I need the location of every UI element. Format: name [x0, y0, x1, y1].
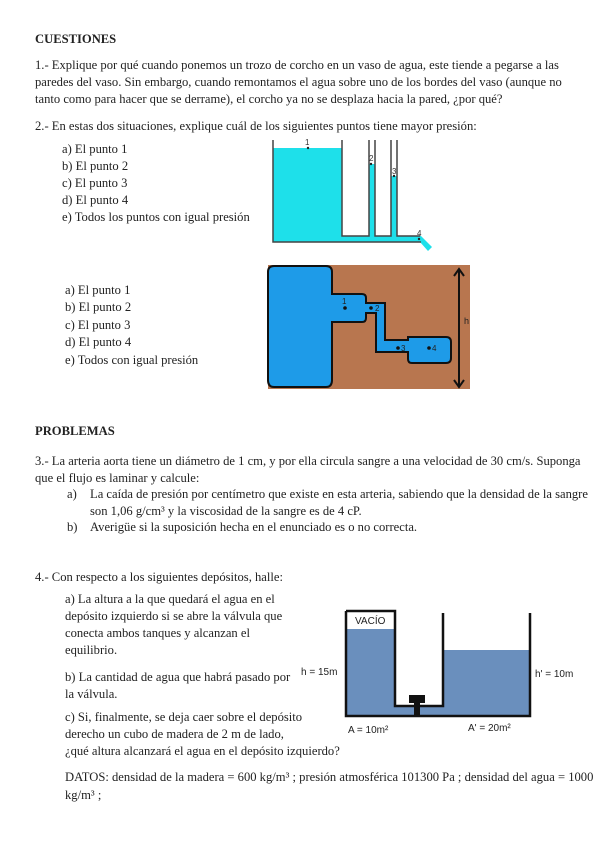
- option: d) El punto 4: [65, 335, 132, 349]
- area-left-label: A = 10m²: [348, 725, 389, 736]
- point-label: 2: [369, 154, 374, 163]
- problem-4c-line: derecho un cubo de madera de 2 m de lado,: [65, 727, 284, 741]
- point-label: 3: [392, 167, 397, 176]
- problem-4b-line: la válvula.: [65, 687, 118, 701]
- section-title-problemas: PROBLEMAS: [35, 424, 115, 438]
- option: e) Todos los puntos con igual presión: [62, 210, 250, 224]
- option: b) El punto 2: [62, 159, 129, 173]
- option: c) El punto 3: [65, 318, 131, 332]
- problem-3b-label: b): [67, 520, 78, 534]
- question-1-line: paredes del vaso. Sin embargo, cuando remontamos el agua sobre uno de los bordes del vaso (aunque no: [35, 75, 562, 89]
- problem-3b: Averigüe si la suposición hecha en el enunciado es o no correcta.: [90, 520, 418, 534]
- point-label: 3: [401, 344, 406, 353]
- option: a) El punto 1: [65, 283, 131, 297]
- problem-4: 4.- Con respecto a los siguientes depósitos, halle:: [35, 570, 283, 584]
- question-2: 2.- En estas dos situaciones, explique cuál de los siguientes puntos tiene mayor presión:: [35, 119, 477, 133]
- figure-deposits: [301, 611, 573, 736]
- vacio-label: VACÍO: [355, 616, 386, 627]
- option: b) El punto 2: [65, 300, 132, 314]
- problem-4c-line: ¿qué altura alcanzará el agua en el depósito izquierdo?: [65, 744, 340, 758]
- section-title-cuestiones: CUESTIONES: [35, 32, 117, 46]
- problem-4a-line: equilibrio.: [65, 643, 118, 657]
- point-label: 1: [305, 138, 310, 147]
- height-left-label: h = 15m: [301, 667, 338, 678]
- height-label: h: [464, 316, 470, 326]
- problem-3-line: 3.- La arteria aorta tiene un diámetro de 1 cm, y por ella circula sangre a una velocidad de 30 cm/s. Suponga: [35, 454, 581, 468]
- figure-underground-tanks: [268, 265, 470, 389]
- datos-line: kg/m³ ;: [65, 788, 102, 802]
- point-label: 2: [375, 304, 380, 313]
- question-1-line: tanto como para hacer que se derrame), el corcho ya no se desplaza hacia la pared, ¿por qué?: [35, 92, 503, 106]
- option: c) El punto 3: [62, 176, 128, 190]
- problem-4a-line: a) La altura a la que quedará el agua en el: [65, 592, 275, 606]
- problem-4a-line: depósito izquierdo si se abre la válvula que: [65, 609, 283, 623]
- point-label: 1: [342, 297, 347, 306]
- problem-3a-label: a): [67, 487, 77, 501]
- point-label: 4: [417, 229, 422, 238]
- problem-4c-line: c) Si, finalmente, se deja caer sobre el depósito: [65, 710, 303, 724]
- question-1-line: 1.- Explique por qué cuando ponemos un trozo de corcho en un vaso de agua, este tiende a pegarse a las: [35, 58, 559, 72]
- figure-vessels: [273, 138, 432, 251]
- option: e) Todos con igual presión: [65, 353, 199, 367]
- point-label: 4: [432, 344, 437, 353]
- problem-4a-line: conecta ambos tanques y alcanzan el: [65, 626, 250, 640]
- datos-line: DATOS: densidad de la madera = 600 kg/m³ ; presión atmosférica 101300 Pa ; densidad del agua = 1000: [65, 770, 594, 784]
- area-right-label: A' = 20m²: [468, 723, 511, 734]
- problem-3a-line: son 1,06 g/cm³ y la viscosidad de la sangre es de 4 cP.: [90, 504, 362, 518]
- problem-3a-line: La caída de presión por centímetro que existe en esta arteria, sabiendo que la densidad de la sangre: [90, 487, 588, 501]
- problem-3-line: que el flujo es laminar y calcule:: [35, 471, 200, 485]
- option: d) El punto 4: [62, 193, 129, 207]
- problem-4b-line: b) La cantidad de agua que habrá pasado por: [65, 670, 291, 684]
- option: a) El punto 1: [62, 142, 128, 156]
- height-right-label: h' = 10m: [535, 669, 574, 680]
